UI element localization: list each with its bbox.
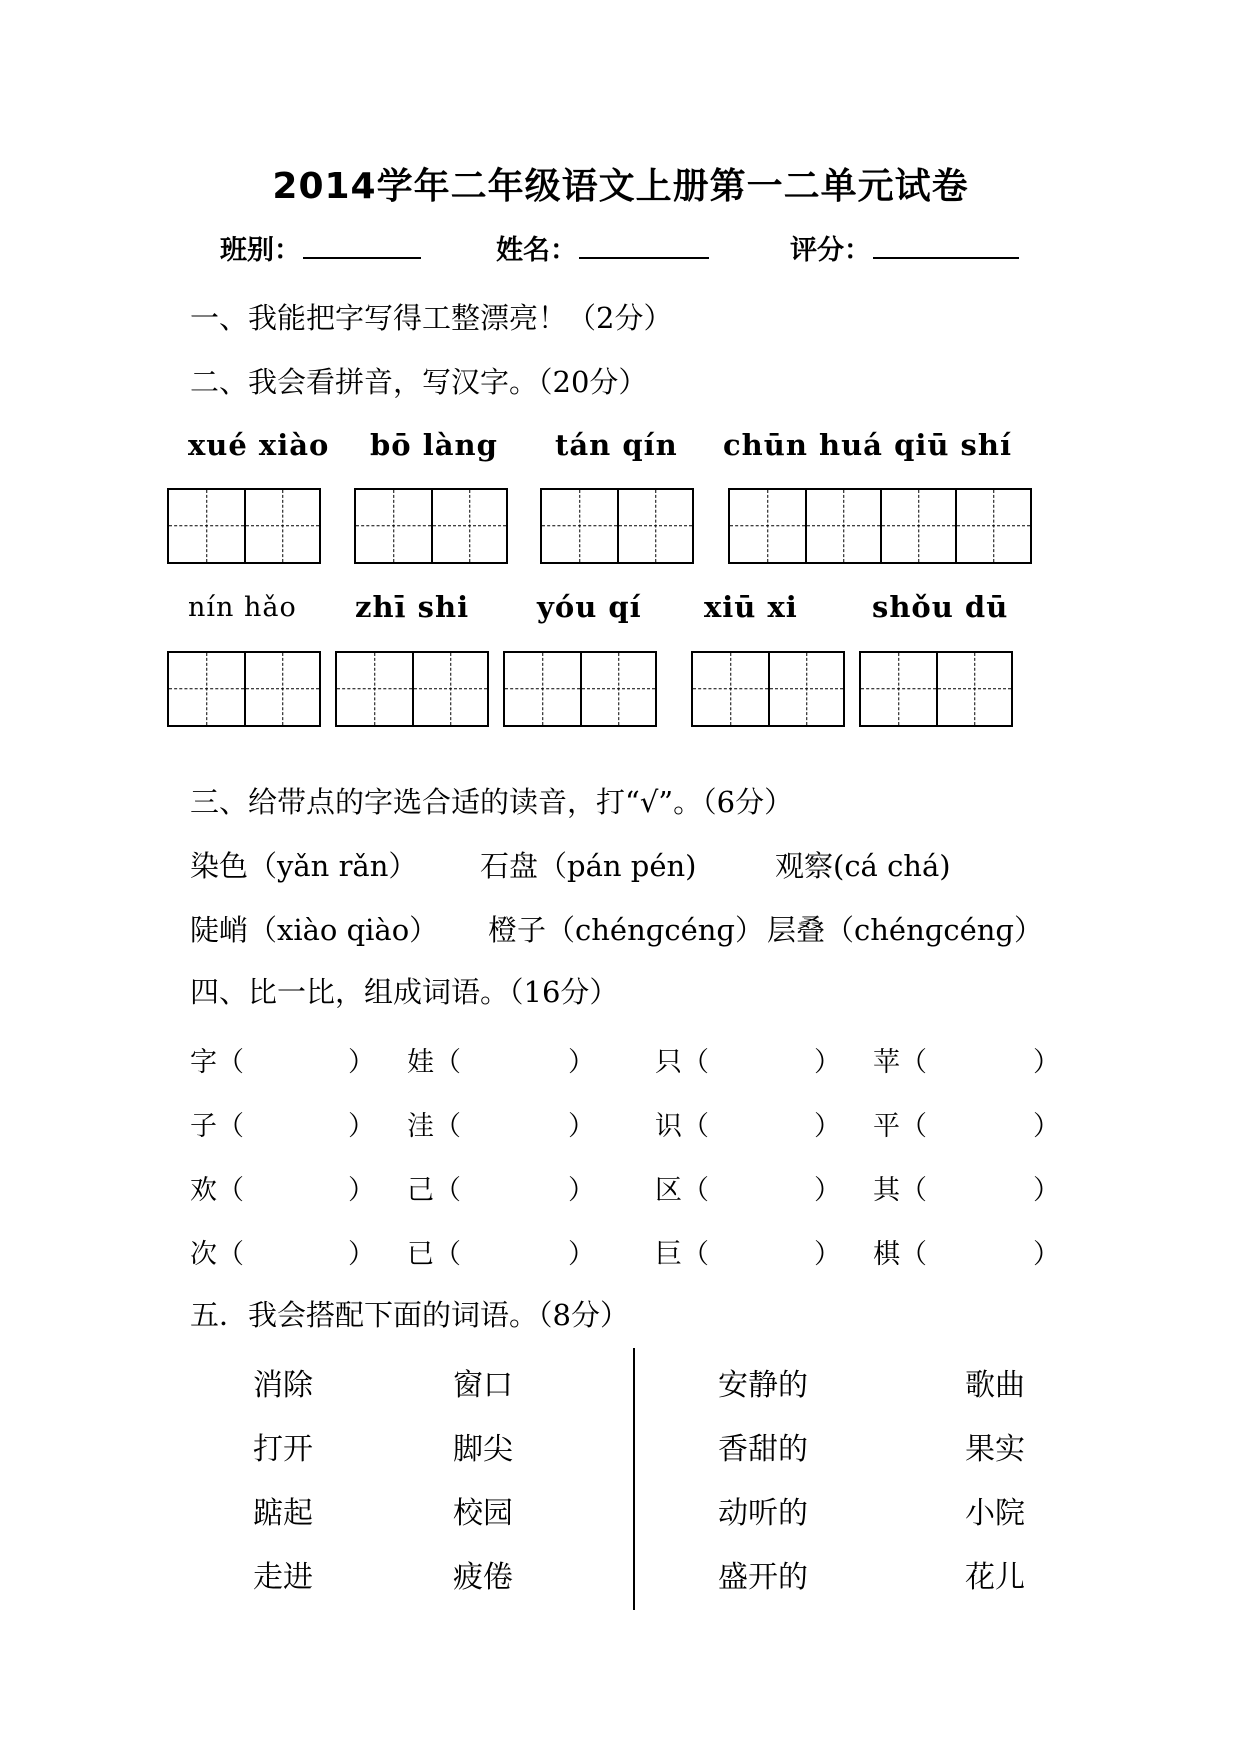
- compare-char: 己（: [407, 1175, 461, 1206]
- section-3-heading: 三、给带点的字选合适的读音，打“√”。（6分）: [190, 785, 794, 819]
- writing-box[interactable]: [354, 488, 508, 564]
- match-word-right-a[interactable]: 动听的: [718, 1496, 808, 1531]
- compare-close: ）: [568, 1111, 595, 1142]
- reading-item[interactable]: 观察(cá chá): [775, 849, 951, 883]
- compare-close: ）: [1033, 1239, 1060, 1270]
- match-word-right-a[interactable]: 盛开的: [718, 1560, 808, 1595]
- pinyin-label: chūn huá qiū shí: [723, 428, 1012, 462]
- match-word-right-a[interactable]: 香甜的: [718, 1432, 808, 1467]
- compare-char: 次（: [190, 1239, 244, 1270]
- section-1-heading: 一、我能把字写得工整漂亮！（2分）: [190, 301, 673, 335]
- pinyin-label: shǒu dū: [872, 590, 1009, 624]
- writing-cell[interactable]: [244, 490, 319, 562]
- match-word-left-a[interactable]: 消除: [253, 1368, 313, 1403]
- section-2-heading: 二、我会看拼音，写汉字。（20分）: [190, 365, 648, 399]
- compare-close: ）: [348, 1239, 375, 1270]
- match-word-left-a[interactable]: 打开: [253, 1432, 313, 1467]
- writing-cell[interactable]: [693, 653, 768, 725]
- compare-close: ）: [1033, 1111, 1060, 1142]
- writing-cell[interactable]: [955, 490, 1030, 562]
- compare-char: 子（: [190, 1111, 244, 1142]
- compare-char: 识（: [655, 1111, 709, 1142]
- compare-char: 苹（: [873, 1047, 927, 1078]
- match-word-right-a[interactable]: 安静的: [718, 1368, 808, 1403]
- match-word-left-b[interactable]: 窗口: [453, 1368, 513, 1403]
- compare-close: ）: [814, 1239, 841, 1270]
- compare-char: 已（: [407, 1239, 461, 1270]
- compare-char: 字（: [190, 1047, 244, 1078]
- writing-cell[interactable]: [730, 490, 805, 562]
- writing-cell[interactable]: [169, 653, 244, 725]
- compare-char: 平（: [873, 1111, 927, 1142]
- match-word-right-b[interactable]: 歌曲: [965, 1368, 1025, 1403]
- compare-close: ）: [348, 1175, 375, 1206]
- pinyin-label: yóu qí: [537, 590, 642, 624]
- match-word-right-b[interactable]: 果实: [965, 1432, 1025, 1467]
- compare-char: 欢（: [190, 1175, 244, 1206]
- reading-item[interactable]: 橙子（chénɡcénɡ）: [488, 913, 764, 947]
- compare-close: ）: [814, 1175, 841, 1206]
- compare-close: ）: [348, 1111, 375, 1142]
- writing-cell[interactable]: [244, 653, 319, 725]
- writing-cell[interactable]: [542, 490, 617, 562]
- writing-cell[interactable]: [880, 490, 955, 562]
- compare-close: ）: [1033, 1175, 1060, 1206]
- writing-box[interactable]: [540, 488, 694, 564]
- score-label: 评分：: [790, 235, 871, 266]
- writing-cell[interactable]: [617, 490, 692, 562]
- compare-char: 区（: [655, 1175, 709, 1206]
- compare-char: 棋（: [873, 1239, 927, 1270]
- score-field: [790, 228, 1019, 267]
- reading-item[interactable]: 陡峭（xiào qiào）: [190, 913, 439, 947]
- pinyin-label: tán qín: [555, 428, 678, 462]
- class-field: [220, 228, 421, 267]
- writing-cell[interactable]: [805, 490, 880, 562]
- writing-box[interactable]: [691, 651, 845, 727]
- class-label: 班别：: [220, 235, 301, 266]
- writing-cell[interactable]: [768, 653, 843, 725]
- match-word-left-b[interactable]: 脚尖: [453, 1432, 513, 1467]
- writing-box[interactable]: [167, 488, 321, 564]
- compare-char: 只（: [655, 1047, 709, 1078]
- page-title: 2014学年二年级语文上册第一二单元试卷: [272, 166, 969, 207]
- pinyin-label: xué xiào: [188, 428, 330, 462]
- writing-cell[interactable]: [431, 490, 506, 562]
- match-word-right-b[interactable]: 小院: [965, 1496, 1025, 1531]
- reading-item[interactable]: 石盘（pán pén): [480, 849, 697, 883]
- compare-char: 巨（: [655, 1239, 709, 1270]
- writing-cell[interactable]: [412, 653, 487, 725]
- match-word-left-b[interactable]: 校园: [453, 1496, 513, 1531]
- pinyin-label: nín hǎo: [188, 592, 297, 623]
- pinyin-label: xiū xi: [704, 590, 798, 624]
- reading-item[interactable]: 染色（yǎn rǎn）: [190, 849, 418, 883]
- section-5-heading: 五．我会搭配下面的词语。（8分）: [190, 1298, 629, 1332]
- writing-cell[interactable]: [861, 653, 936, 725]
- match-word-left-a[interactable]: 走进: [253, 1560, 313, 1595]
- writing-box[interactable]: [335, 651, 489, 727]
- match-word-left-a[interactable]: 踮起: [253, 1496, 313, 1531]
- compare-close: ）: [568, 1175, 595, 1206]
- writing-cell[interactable]: [936, 653, 1011, 725]
- reading-item[interactable]: 层叠（chénɡcénɡ）: [767, 913, 1043, 947]
- compare-close: ）: [348, 1047, 375, 1078]
- match-word-right-b[interactable]: 花儿: [965, 1560, 1025, 1595]
- compare-char: 其（: [873, 1175, 927, 1206]
- score-blank[interactable]: [873, 231, 1019, 259]
- section-4-heading: 四、比一比，组成词语。（16分）: [190, 975, 619, 1009]
- compare-close: ）: [568, 1047, 595, 1078]
- compare-close: ）: [814, 1111, 841, 1142]
- compare-char: 洼（: [407, 1111, 461, 1142]
- writing-cell[interactable]: [356, 490, 431, 562]
- name-field: [496, 228, 709, 267]
- name-label: 姓名：: [496, 235, 577, 266]
- pinyin-label: zhī shi: [355, 590, 470, 624]
- match-word-left-b[interactable]: 疲倦: [453, 1560, 513, 1595]
- writing-box[interactable]: [167, 651, 321, 727]
- writing-box[interactable]: [859, 651, 1013, 727]
- writing-cell[interactable]: [505, 653, 580, 725]
- compare-close: ）: [814, 1047, 841, 1078]
- writing-cell[interactable]: [169, 490, 244, 562]
- compare-close: ）: [1033, 1047, 1060, 1078]
- compare-char: 娃（: [407, 1047, 461, 1078]
- writing-box[interactable]: [503, 651, 657, 727]
- writing-cell[interactable]: [337, 653, 412, 725]
- pinyin-label: bō làng: [370, 428, 498, 462]
- writing-box[interactable]: [728, 488, 1032, 564]
- writing-cell[interactable]: [580, 653, 655, 725]
- divider-line: [633, 1348, 635, 1610]
- name-blank[interactable]: [579, 231, 709, 259]
- compare-close: ）: [568, 1239, 595, 1270]
- class-blank[interactable]: [303, 231, 421, 259]
